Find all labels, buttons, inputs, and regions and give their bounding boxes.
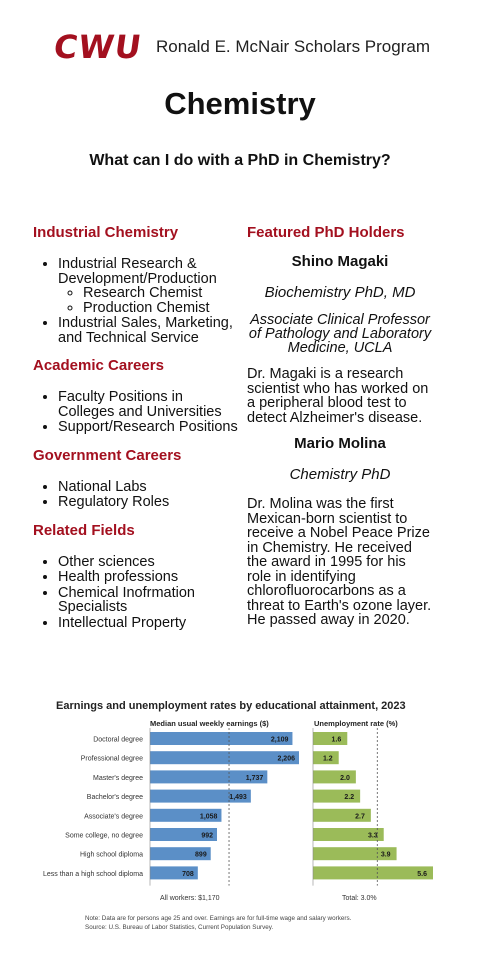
- chart-note: Note: Data are for persons age 25 and over. Earnings are for full-time wage and salary workers.: [85, 915, 352, 922]
- category-label: Bachelor's degree: [86, 794, 143, 802]
- header: [51, 28, 145, 66]
- unemployment-value-label: 3.3: [367, 832, 378, 840]
- earnings-value-label: 2,109: [270, 736, 289, 744]
- section-heading: Related Fields: [33, 521, 135, 539]
- earnings-value-label: 708: [182, 870, 194, 878]
- category-label: Associate's degree: [84, 813, 143, 821]
- earnings-value-label: 1,058: [199, 813, 218, 821]
- list-item-text: Faculty Positions in Colleges and Universities: [58, 389, 222, 420]
- list-item-text: Regulatory Roles: [58, 494, 170, 510]
- list-item: [58, 480, 241, 495]
- list-item-text: Chemical Inofrmation Specialists: [58, 584, 195, 615]
- unemployment-value-label: 1.2: [322, 755, 333, 763]
- list-item: [58, 570, 241, 585]
- category-label: Master's degree: [93, 774, 143, 782]
- earnings-reference-label: All workers: $1,170: [160, 895, 220, 902]
- person-name: Shino Magaki: [291, 253, 389, 270]
- category-label: Less than a high school diploma: [42, 870, 143, 878]
- earnings-unemployment-chart: [0, 690, 480, 940]
- unemployment-value-label: 1.6: [331, 736, 342, 744]
- list-item: [58, 586, 241, 615]
- unemployment-bar: [313, 866, 433, 879]
- earnings-value-label: 1,493: [229, 794, 247, 802]
- person-degree: Chemistry PhD: [289, 466, 391, 483]
- person-role: Associate Clinical Professor of Pathology and Laboratory Medicine, UCLA: [248, 312, 432, 356]
- category-label: High school diploma: [79, 851, 143, 859]
- chart-title: Earnings and unemployment rates by educational attainment, 2023: [56, 700, 406, 712]
- chart-source: Source: U.S. Bureau of Labor Statistics, Current Population Survey.: [85, 924, 274, 931]
- person-bio: Dr. Molina was the first Mexican-born scientist to receive a Nobel Peace Prize in Chemistry. He received the award in 1995 for his role in identifying chlorofluorocarbons as a threat to Earth's ozone layer. He passed away in 2020.: [247, 496, 432, 628]
- featured-phd-column: [247, 224, 433, 638]
- list-item: [58, 616, 241, 631]
- unemployment-bar: [313, 732, 347, 745]
- person-degree: Biochemistry PhD, MD: [264, 284, 416, 301]
- list-item: [58, 555, 241, 570]
- career-list: [33, 257, 241, 345]
- unemployment-reference-label: Total: 3.0%: [342, 895, 377, 902]
- list-item-text: National Labs: [58, 478, 147, 495]
- featured-heading: Featured PhD Holders: [247, 224, 405, 241]
- list-item-text: Health professions: [58, 569, 179, 585]
- unemployment-series-title: Unemployment rate (%): [314, 719, 398, 728]
- list-item-text: Intellectual Property: [58, 614, 187, 631]
- career-list: [33, 555, 241, 631]
- section-heading: Industrial Chemistry: [33, 224, 179, 241]
- unemployment-value-label: 5.6: [417, 870, 427, 878]
- section-heading: Government Careers: [33, 446, 182, 464]
- list-item: [58, 420, 241, 435]
- list-item: [58, 316, 241, 345]
- list-item-text: Industrial Sales, Marketing, and Technical Service: [58, 315, 233, 346]
- program-name: Ronald E. McNair Scholars Program: [156, 37, 430, 56]
- unemployment-value-label: 2.7: [355, 813, 365, 821]
- list-item-text: Industrial Research & Development/Production: [58, 256, 217, 287]
- person-name: Mario Molina: [294, 435, 386, 452]
- career-list: [33, 480, 241, 510]
- list-item: [58, 257, 241, 315]
- page-subtitle: What can I do with a PhD in Chemistry?: [89, 152, 391, 169]
- person-card: [247, 435, 433, 628]
- category-label: Some college, no degree: [65, 832, 143, 840]
- person-card: [247, 253, 433, 425]
- list-item: [58, 495, 241, 510]
- list-item: [58, 390, 241, 419]
- earnings-value-label: 1,737: [245, 774, 264, 782]
- career-list: [33, 390, 241, 435]
- list-item-text: Support/Research Positions: [58, 419, 238, 435]
- sub-list: [58, 286, 241, 315]
- unemployment-value-label: 2.0: [340, 774, 350, 782]
- earnings-series-title: Median usual weekly earnings ($): [150, 719, 269, 728]
- career-paths-column: [33, 224, 241, 642]
- sub-list-item: ◦ Production Chemist: [83, 301, 241, 316]
- list-item-text: Other sciences: [58, 553, 155, 570]
- chart-svg: [0, 690, 480, 940]
- category-label: Doctoral degree: [93, 736, 143, 744]
- category-label: Professional degree: [80, 755, 143, 763]
- earnings-value-label: 992: [201, 832, 214, 840]
- earnings-value-label: 2,206: [277, 755, 295, 763]
- unemployment-value-label: 2.2: [344, 794, 355, 802]
- earnings-value-label: 899: [195, 851, 207, 859]
- section-heading: Academic Careers: [33, 357, 164, 374]
- cwu-logo: CWU: [51, 28, 145, 66]
- person-bio: Dr. Magaki is a research scientist who has worked on a peripheral blood test to detect Alzheimer's disease.: [247, 366, 429, 426]
- sub-list-item: ◦ Research Chemist: [83, 286, 241, 301]
- unemployment-value-label: 3.9: [380, 851, 391, 859]
- page-title: Chemistry: [164, 86, 316, 121]
